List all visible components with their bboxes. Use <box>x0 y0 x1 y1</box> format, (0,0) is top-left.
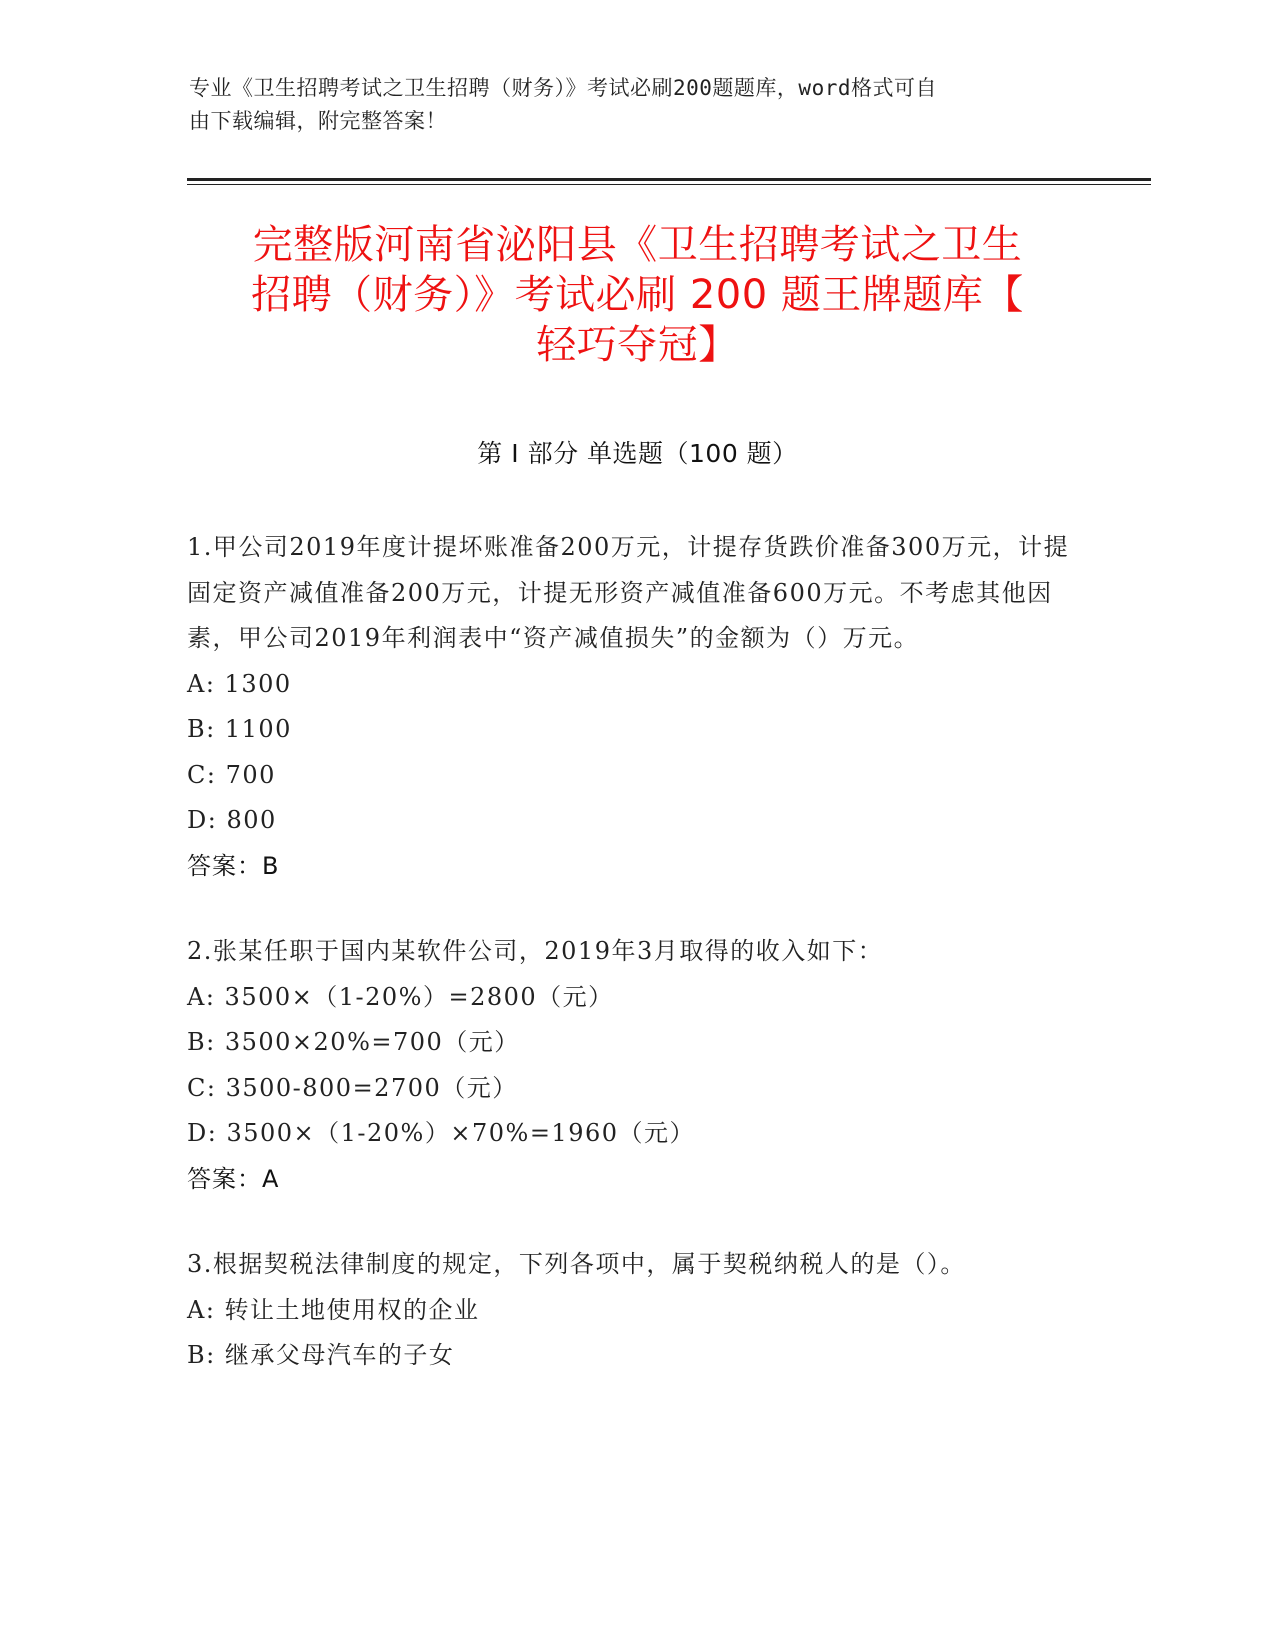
intro-line-1: 专业《卫生招聘考试之卫生招聘（财务）》考试必刷200题题库，word格式可自 <box>189 76 937 100</box>
question-1 <box>187 525 1077 889</box>
question-2 <box>187 929 1077 1202</box>
option-d: D: 800 <box>187 806 277 834</box>
title-line-1: 完整版河南省泌阳县《卫生招聘考试之卫生 <box>252 222 1023 268</box>
intro-line-2: 由下载编辑，附完整答案！ <box>189 109 447 133</box>
question-3 <box>187 1242 1077 1379</box>
option-d: D: 3500×（1-20%）×70%=1960（元） <box>187 1119 696 1147</box>
question-spacer <box>187 889 1077 929</box>
option-b: B: 1100 <box>187 715 292 743</box>
document-intro <box>189 72 1089 138</box>
header-divider-thin <box>187 184 1151 185</box>
option-b: B: 3500×20%=700（元） <box>187 1028 520 1056</box>
title-line-2: 招聘（财务）》考试必刷 200 题王牌题库【 <box>251 272 1024 318</box>
title-line-3: 轻巧夺冠】 <box>536 322 739 368</box>
question-list <box>187 525 1077 1379</box>
question-stem: 3.根据契税法律制度的规定，下列各项中，属于契税纳税人的是（）。 <box>187 1250 966 1278</box>
section-heading: 第 I 部分 单选题（100 题） <box>477 439 798 468</box>
question-stem: 1.甲公司2019年度计提坏账准备200万元，计提存货跌价准备300万元，计提固定资产减值准备200万元，计提无形资产减值准备600万元。不考虑其他因素，甲公司2019年利润表中“资产减值损失”的金额为（）万元。 <box>187 533 1070 652</box>
option-b: B: 继承父母汽车的子女 <box>187 1341 455 1369</box>
option-a: A: 3500×（1-20%）=2800（元） <box>187 982 614 1011</box>
option-a: A: 1300 <box>187 669 292 698</box>
question-spacer <box>187 1202 1077 1242</box>
header-divider-thick <box>187 178 1151 181</box>
question-stem: 2.张某任职于国内某软件公司，2019年3月取得的收入如下： <box>187 937 884 965</box>
option-c: C: 3500-800=2700（元） <box>187 1073 518 1102</box>
answer-label: 答案：A <box>187 1164 280 1193</box>
answer-label: 答案：B <box>187 851 280 880</box>
document-title <box>150 220 1125 370</box>
option-a: A: 转让土地使用权的企业 <box>187 1295 480 1324</box>
option-c: C: 700 <box>187 760 276 789</box>
